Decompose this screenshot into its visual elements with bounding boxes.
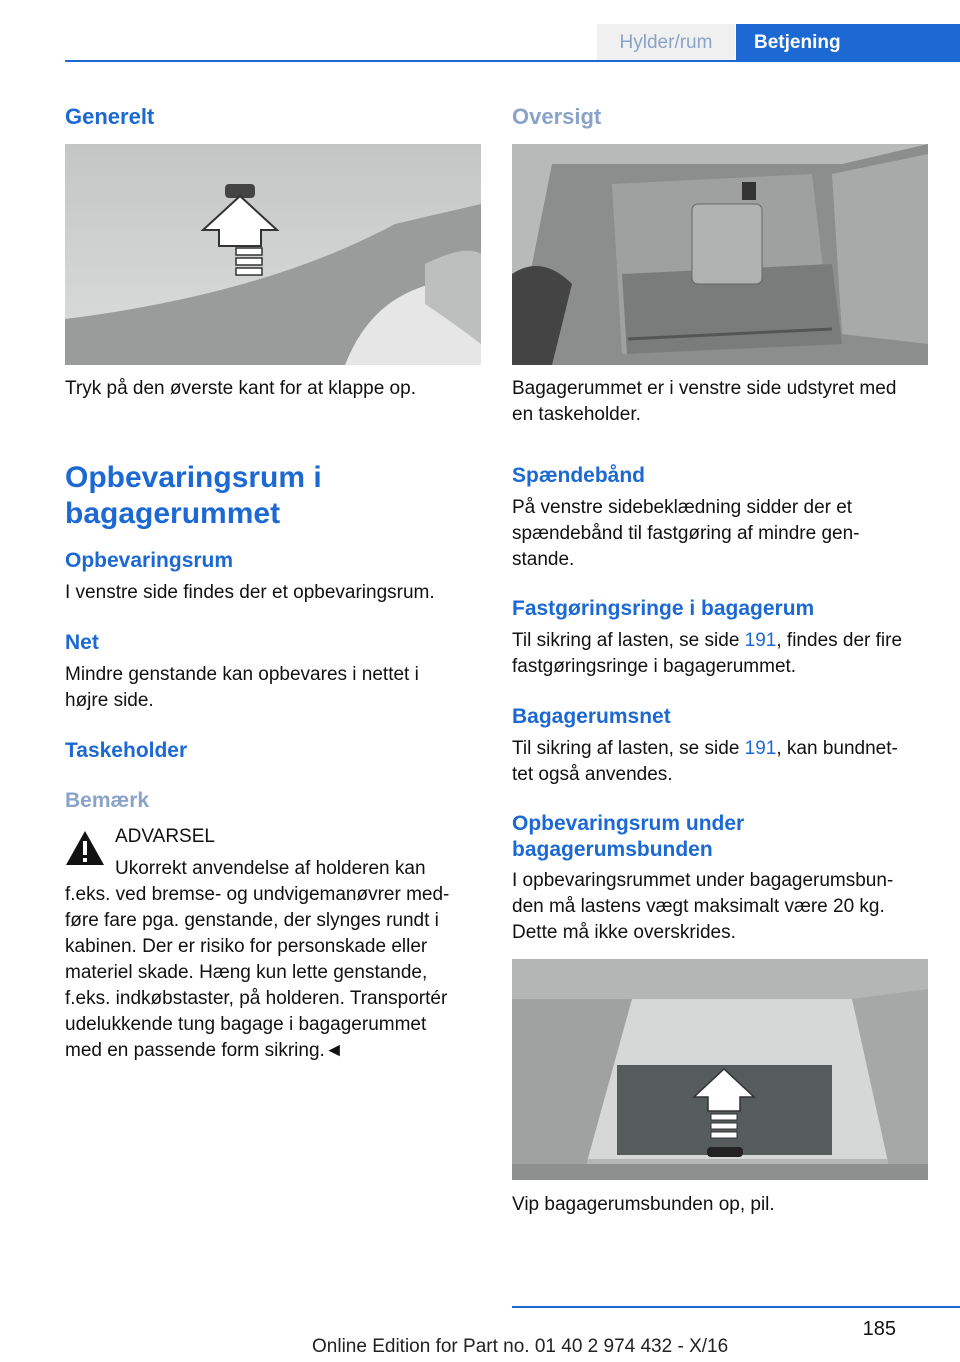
page-link-191-b[interactable]: 191 xyxy=(744,738,777,759)
fastgoringsringe-text xyxy=(512,628,902,680)
main-heading xyxy=(65,460,322,532)
tab-hylder-rum[interactable]: Hylder/rum xyxy=(597,24,735,62)
warning-line-8: med en passende form sikring.◄ xyxy=(65,1040,344,1061)
warning-line-4: kabinen. Der er risiko for personskade eller xyxy=(65,936,428,957)
fastgoringsringe-line-2: fastgøringsringe i bagagerummet. xyxy=(512,656,797,677)
fastgoringsringe-line-1 xyxy=(512,628,902,654)
spaendebaand-text xyxy=(512,495,859,573)
generelt-heading: Generelt xyxy=(65,104,155,129)
under-line-3: Dette må ikke overskrides. xyxy=(512,922,736,943)
fastgoringsringe-pre: Til sikring af lasten, se side xyxy=(512,630,745,651)
fastgoringsringe-post: , findes der fire xyxy=(776,630,903,651)
under-text xyxy=(512,868,893,946)
generelt-caption: Tryk på den øverste kant for at klappe op. xyxy=(65,378,416,399)
warning-title: ADVARSEL xyxy=(115,826,215,847)
trunk-floor-photo xyxy=(512,959,928,1180)
warning-icon xyxy=(65,830,105,866)
net-text xyxy=(65,662,419,714)
headliner-photo xyxy=(65,144,481,365)
warning-body xyxy=(65,882,449,1064)
under-caption: Vip bagagerumsbunden op, pil. xyxy=(512,1194,775,1215)
main-heading-line2: bagagerummet xyxy=(65,497,281,530)
page-number: 185 xyxy=(862,1318,896,1340)
spaendebaand-line-1: På venstre sidebeklædning sidder der et xyxy=(512,497,853,518)
bagagerumsnet-post: , kan bundnet- xyxy=(776,738,898,759)
warning-line-5: materiel skade. Hæng kun lette genstande, xyxy=(65,962,428,983)
header-rule xyxy=(65,60,960,62)
opbevaringsrum-heading: Opbevaringsrum xyxy=(65,549,234,572)
under-line-1: I opbevaringsrummet under bagagerumsbun- xyxy=(512,870,894,891)
footer-rule xyxy=(512,1306,960,1308)
bemaerk-heading: Bemærk xyxy=(65,789,150,812)
bagagerumsnet-heading: Bagagerumsnet xyxy=(512,705,671,728)
net-text-line2: højre side. xyxy=(65,690,154,711)
spaendebaand-heading: Spændebånd xyxy=(512,464,646,487)
page-link-191[interactable]: 191 xyxy=(744,630,777,651)
bagagerumsnet-line-2: tet også anvendes. xyxy=(512,764,673,785)
opbevaringsrum-text: I venstre side findes der et opbevaringsrum. xyxy=(65,582,435,603)
bagagerumsnet-line-1 xyxy=(512,736,898,762)
main-heading-line1: Opbevaringsrum i xyxy=(65,461,322,494)
warning-line-2: f.eks. ved bremse- og undvigemanøvrer med- xyxy=(65,884,450,905)
under-heading xyxy=(512,811,744,863)
oversigt-heading: Oversigt xyxy=(512,104,602,129)
under-line-2: den må lastens vægt maksimalt være 20 kg. xyxy=(512,896,885,917)
fastgoringsringe-heading: Fastgøringsringe i bagagerum xyxy=(512,597,815,620)
net-text-line1: Mindre genstande kan opbevares i nettet i xyxy=(65,664,419,685)
oversigt-caption xyxy=(512,376,896,428)
bagagerumsnet-pre: Til sikring af lasten, se side xyxy=(512,738,745,759)
warning-line-1: Ukorrekt anvendelse af holderen kan xyxy=(115,858,426,879)
spaendebaand-line-3: stande. xyxy=(512,549,575,570)
warning-line-3: føre fare pga. genstande, der slynges rundt i xyxy=(65,910,439,931)
warning-line-7: udelukkende tung bagage i bagagerummet xyxy=(65,1014,427,1035)
spaendebaand-line-2: spændebånd til fastgøring af mindre gen- xyxy=(512,523,860,544)
tab-betjening[interactable]: Betjening xyxy=(736,24,960,62)
bagagerumsnet-text xyxy=(512,736,898,788)
warning-line-6: f.eks. indkøbstaster, på holderen. Transportér xyxy=(65,988,448,1009)
oversigt-caption-line1: Bagagerummet er i venstre side udstyret med xyxy=(512,378,897,399)
oversigt-caption-line2: en taskeholder. xyxy=(512,404,641,425)
under-heading-line1: Opbevaringsrum under xyxy=(512,812,745,835)
edition-footer: Online Edition for Part no. 01 40 2 974 432 - X/16 xyxy=(312,1336,729,1357)
under-heading-line2: bagagerumsbunden xyxy=(512,838,713,861)
trunk-overview-photo xyxy=(512,144,928,365)
taskeholder-heading: Taskeholder xyxy=(65,739,188,762)
net-heading: Net xyxy=(65,631,99,654)
